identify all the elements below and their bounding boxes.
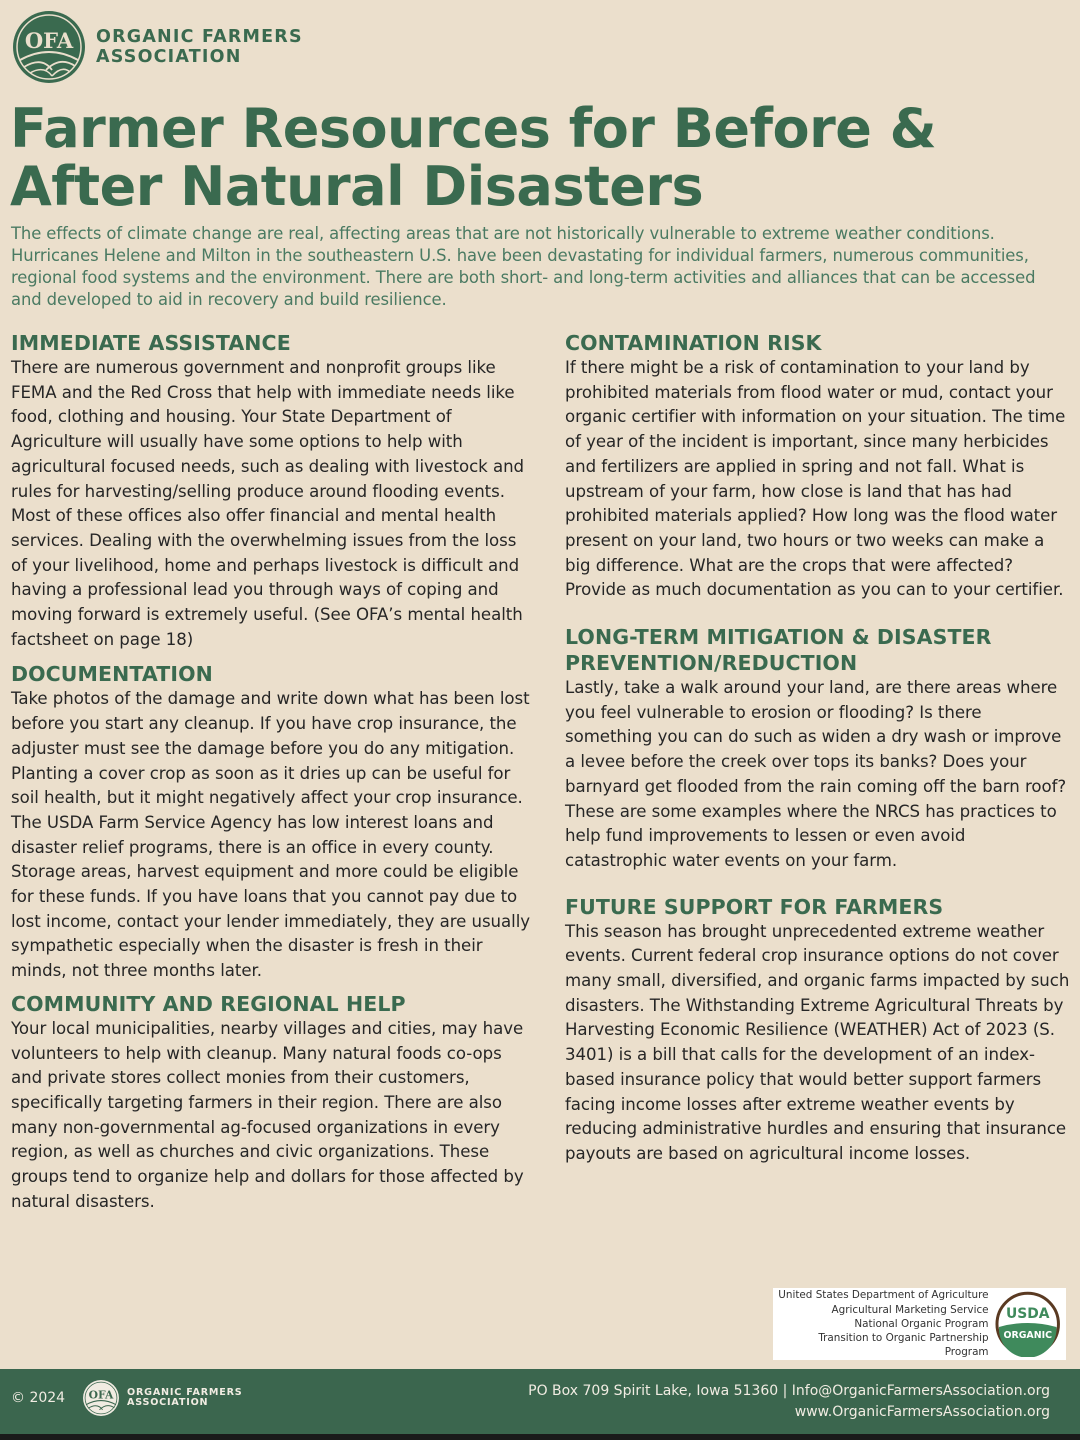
org-name-line2: ASSOCIATION <box>96 47 242 67</box>
footer-address-email: PO Box 709 Spirit Lake, Iowa 51360 | Info@OrganicFarmersAssociation.org <box>528 1383 1050 1399</box>
section-heading: FUTURE SUPPORT FOR FARMERS <box>565 894 944 919</box>
usda-line: National Organic Program <box>854 1317 989 1330</box>
usda-line: Agricultural Marketing Service <box>831 1303 989 1316</box>
usda-partner-badge <box>773 1288 1066 1360</box>
footer-org-name <box>127 1388 242 1409</box>
footer-bottom-bar <box>0 1434 1080 1440</box>
section-long-term-mitigation <box>565 624 1070 874</box>
org-name <box>96 27 303 67</box>
svg-text:OFA: OFA <box>88 1388 114 1402</box>
section-body: Take photos of the damage and write down what has been lost before you start any cleanup. If you have crop insurance, the adjuster must see the damage before you do any mitigation. Planting a cover crop as soon as it dries up can be useful for soil health, but it might negatively affect your crop insurance. The USDA Farm Service Agency has low interest loans and disaster relief programs, there is an office in every county. Storage areas, harvest equipment and more could be eligible for these funds. If you have loans that you cannot pay due to lost income, contact your lender immediately, they are usually sympathetic especially when the disaster is fresh in their minds, not three months later. <box>11 689 531 981</box>
ofa-logo-icon <box>12 10 86 84</box>
section-heading: LONG-TERM MITIGATION & DISASTER PREVENTION/REDUCTION <box>565 625 992 676</box>
usda-organic-seal-icon <box>995 1291 1060 1357</box>
section-documentation <box>11 661 531 983</box>
page-title <box>10 97 937 218</box>
footer-contact <box>528 1381 1050 1423</box>
footer-ofa-logo <box>82 1379 242 1417</box>
svg-text:USDA: USDA <box>1005 1306 1050 1323</box>
section-body: Your local municipalities, nearby villages and cities, may have volunteers to help with cleanup. Many natural foods co-ops and private stores collect monies from their customers, specifically targeting farmers in their region. There are also many non-governmental ag-focused organizations in every region, as well as churches and civic organizations. These groups tend to organize help and dollars for those affected by natural disasters. <box>11 1018 524 1211</box>
usda-program-lines <box>773 1288 989 1359</box>
section-heading: COMMUNITY AND REGIONAL HELP <box>11 991 406 1016</box>
intro-paragraph: The effects of climate change are real, affecting areas that are not historically vulnerable to extreme weather conditions. Hurricanes Helene and Milton in the southeastern U.S. have been devastating for individual farmers, numerous communities, regional food systems and the environment. There are both short- and long-term activities and alliances that can be accessed and developed to aid in recovery and build resilience. <box>11 224 1036 309</box>
title-line2: After Natural Disasters <box>10 155 704 218</box>
usda-line: Transition to Organic Partnership Program <box>818 1332 989 1359</box>
right-column <box>565 330 1070 1167</box>
section-future-support <box>565 894 1070 1167</box>
svg-text:OFA: OFA <box>24 28 74 53</box>
footer-org-name-line2: ASSOCIATION <box>127 1397 209 1408</box>
section-body: This season has brought unprecedented extreme weather events. Current federal crop insurance options do not cover many small, diversified, and organic farms impacted by such disasters. The Withstanding Extreme Agricultural Threats by Harvesting Economic Resilience (WEATHER) Act of 2023 (S. 3401) is a bill that calls for the development of an index-based insurance policy that would better support farmers facing income losses after extreme weather events by reducing administrative hurdles and ensuring that insurance payouts are based on agricultural income losses. <box>565 921 1070 1163</box>
section-immediate-assistance <box>11 330 531 652</box>
title-line1: Farmer Resources for Before & <box>10 97 937 160</box>
section-contamination-risk <box>565 330 1070 603</box>
section-heading: CONTAMINATION RISK <box>565 331 822 355</box>
section-body: Lastly, take a walk around your land, are there areas where you feel vulnerable to erosion or flooding? Is there something you can do such as widen a dry wash or improve a levee before the creek over tops its banks? Does your barnyard get flooded from the rain coming off the barn roof? These are some examples where the NRCS has practices to help fund improvements to lessen or even avoid catastrophic water events on your farm. <box>565 678 1067 870</box>
svg-text:ORGANIC: ORGANIC <box>1003 1329 1052 1341</box>
section-body: If there might be a risk of contamination to your land by prohibited materials from flood water or mud, contact your organic certifier with information on your situation. The time of year of the incident is important, since many herbicides and fertilizers are applied in spring and not fall. What is upstream of your farm, how close is land that has had prohibited materials applied? How long was the flood water present on your land, two hours or two weeks can make a big difference. What are the crops that were affected? Provide as much documentation as you can to your certifier. <box>565 358 1066 600</box>
left-column <box>11 330 531 1215</box>
footer-website-link[interactable]: www.OrganicFarmersAssociation.org <box>794 1404 1050 1420</box>
section-heading: IMMEDIATE ASSISTANCE <box>11 331 291 355</box>
org-name-line1: ORGANIC FARMERS <box>96 27 303 47</box>
section-body: There are numerous government and nonprofit groups like FEMA and the Red Cross that help with immediate needs like food, clothing and housing. Your State Department of Agriculture will usually have some options to help with agricultural focused needs, such as dealing with livestock and rules for harvesting/selling produce around flooding events. Most of these offices also offer financial and mental health services. Dealing with the overwhelming issues from the loss of your livelihood, home and perhaps livestock is difficult and having a professional lead you through ways of coping and moving forward is extremely useful. (See OFA’s mental health factsheet on page 18) <box>11 358 525 649</box>
copyright: © 2024 <box>11 1390 66 1406</box>
ofa-logo-icon <box>82 1379 120 1417</box>
section-heading: DOCUMENTATION <box>11 662 213 687</box>
ofa-logo <box>12 10 303 84</box>
section-community-regional-help <box>11 991 531 1215</box>
footer-org-name-line1: ORGANIC FARMERS <box>127 1386 243 1398</box>
usda-line: United States Department of Agriculture <box>778 1289 989 1302</box>
footer <box>0 1369 1080 1434</box>
